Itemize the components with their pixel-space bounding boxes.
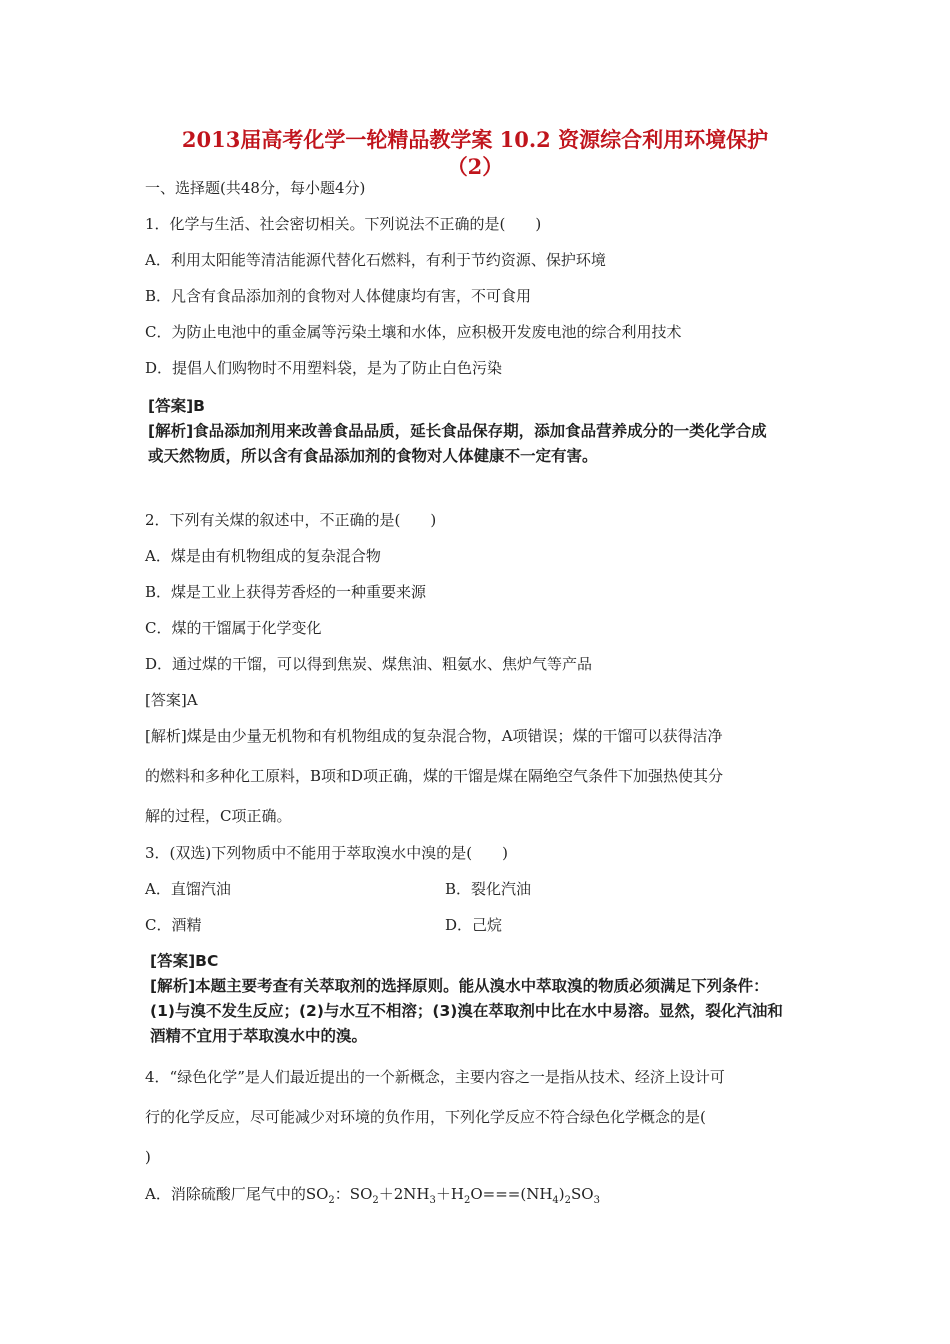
q4-option-a: A．消除硫酸厂尾气中的$SO_2$：$SO_2+2NH_3+H_2O===(NH_4)_2SO_3$	[145, 1185, 600, 1206]
q4-stem-line3: )	[145, 1148, 151, 1166]
q1-option-b: B．凡含有食品添加剂的食物对人体健康均有害，不可食用	[145, 287, 532, 305]
q3-option-b: B．裂化汽油	[445, 880, 532, 898]
q4-stem-line2: 行的化学反应，尽可能减少对环境的负作用，下列化学反应不符合绿色化学概念的是(	[145, 1108, 706, 1126]
q2-stem: 2．下列有关煤的叙述中，不正确的是( )	[145, 511, 437, 529]
q2-option-d: D．通过煤的干馏，可以得到焦炭、煤焦油、粗氨水、焦炉气等产品	[145, 655, 593, 673]
q2-option-a: A．煤是由有机物组成的复杂混合物	[145, 547, 381, 565]
q2-answer: [答案]A	[145, 691, 198, 709]
q2-option-c: C．煤的干馏属于化学变化	[145, 619, 322, 637]
q2-analysis-line2: 的燃料和多种化工原料，B项和D项正确，煤的干馏是煤在隔绝空气条件下加强热使其分	[145, 767, 724, 785]
q3-analysis-line2: (1)与溴不发生反应；(2)与水互不相溶；(3)溴在萃取剂中比在水中易溶。显然，裂化汽油和	[150, 1002, 783, 1020]
q3-stem: 3．(双选)下列物质中不能用于萃取溴水中溴的是( )	[145, 844, 508, 862]
section-heading: 一、选择题(共48分，每小题4分)	[145, 179, 366, 197]
q1-stem: 1．化学与生活、社会密切相关。下列说法不正确的是( )	[145, 215, 542, 233]
q1-option-c: C．为防止电池中的重金属等污染土壤和水体，应积极开发废电池的综合利用技术	[145, 323, 682, 341]
q1-option-d: D．提倡人们购物时不用塑料袋，是为了防止白色污染	[145, 359, 503, 377]
q1-analysis-line2: 或天然物质，所以含有食品添加剂的食物对人体健康不一定有害。	[148, 447, 598, 465]
q4-stem-line1: 4．“绿色化学”是人们最近提出的一个新概念，主要内容之一是指从技术、经济上设计可	[145, 1068, 725, 1086]
q3-analysis-line3: 酒精不宜用于萃取溴水中的溴。	[150, 1027, 368, 1045]
document-title-part: （2）	[446, 154, 504, 179]
document-title: 2013届高考化学一轮精品教学案 10.2 资源综合利用环境保护	[181, 127, 769, 152]
q1-analysis-line1: [解析]食品添加剂用来改善食品品质，延长食品保存期，添加食品营养成分的一类化学合成	[148, 422, 767, 440]
q2-analysis-line3: 解的过程，C项正确。	[145, 807, 292, 825]
q2-analysis-line1: [解析]煤是由少量无机物和有机物组成的复杂混合物，A项错误；煤的干馏可以获得洁净	[145, 727, 723, 745]
q3-analysis-line1: [解析]本题主要考查有关萃取剂的选择原则。能从溴水中萃取溴的物质必须满足下列条件：	[150, 977, 769, 995]
q2-option-b: B．煤是工业上获得芳香烃的一种重要来源	[145, 583, 427, 601]
q1-answer: [答案]B	[148, 397, 205, 415]
q1-option-a: A．利用太阳能等清洁能源代替化石燃料，有利于节约资源、保护环境	[145, 251, 606, 269]
q3-answer: [答案]BC	[150, 952, 219, 970]
q3-option-d: D．己烷	[445, 916, 503, 934]
q3-option-a: A．直馏汽油	[145, 880, 231, 898]
q3-option-c: C．酒精	[145, 916, 202, 934]
